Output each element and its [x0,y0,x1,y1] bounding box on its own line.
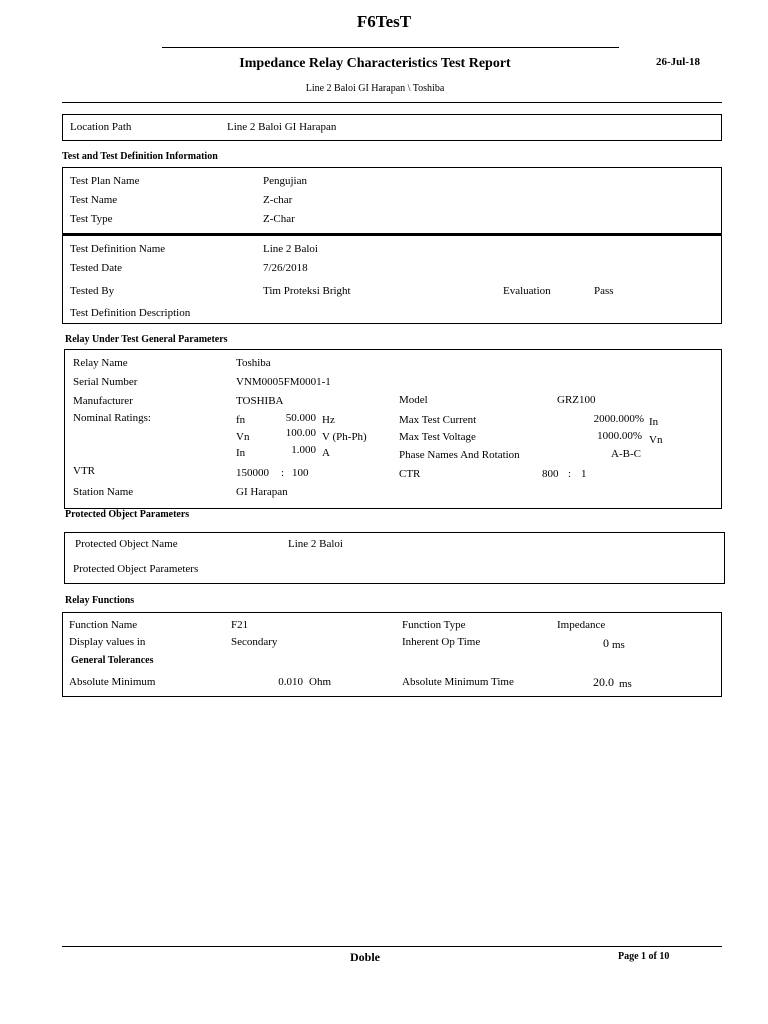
general-tolerances-title: General Tolerances [71,655,154,666]
test-plan-label: Test Plan Name [70,175,140,187]
inherent-op-time-unit: ms [612,639,625,651]
max-test-voltage-unit: Vn [649,434,663,446]
function-type-label: Function Type [402,619,466,631]
max-test-current-unit: In [649,416,659,428]
report-date: 26-Jul-18 [656,56,700,68]
relay-box [64,349,722,509]
test-name-label: Test Name [70,194,118,206]
test-def-description-label: Test Definition Description [70,307,191,319]
display-values-value: Secondary [231,636,278,648]
report-subtitle: Line 2 Baloi GI Harapan \ Toshiba [305,83,445,94]
fn-unit: Hz [322,414,335,426]
tested-by-value: Tim Proteksi Bright [263,285,351,297]
evaluation-value: Pass [594,285,614,297]
functions-section-title: Relay Functions [65,595,135,606]
station-name-value: GI Harapan [236,486,288,498]
protected-name-label: Protected Object Name [75,538,178,550]
test-info-section-title: Test and Test Definition Information [62,151,218,162]
station-name-label: Station Name [73,486,134,498]
test-type-value: Z-Char [263,213,295,225]
inherent-op-time-label: Inherent Op Time [402,636,481,648]
serial-number-value: VNM0005FM0001-1 [236,376,331,388]
footer-divider [62,946,722,947]
footer-page-number: Page 1 of 10 [618,951,670,962]
tested-by-label: Tested By [70,285,115,297]
in-label: In [236,447,246,459]
test-type-label: Test Type [70,213,113,225]
relay-name-label: Relay Name [73,357,128,369]
relay-section-title: Relay Under Test General Parameters [65,334,228,345]
function-name-value: F21 [231,619,249,631]
phase-rotation-value: A-B-C [611,448,641,460]
test-def-name-label: Test Definition Name [70,243,166,255]
test-plan-value: Pengujian [263,175,307,187]
test-name-value: Z-char [263,194,293,206]
location-label: Location Path [70,121,132,133]
ctr-secondary: 1 [581,468,587,480]
protected-section-title: Protected Object Parameters [65,509,190,520]
max-test-current-label: Max Test Current [399,414,477,426]
absolute-minimum-unit: Ohm [309,676,331,688]
absolute-minimum-time-unit: ms [619,678,632,690]
fn-label: fn [236,414,246,426]
absolute-minimum-time-label: Absolute Minimum Time [402,676,514,688]
ctr-separator: : [568,468,572,480]
max-test-voltage-label: Max Test Voltage [399,431,476,443]
test-def-name-value: Line 2 Baloi [263,243,318,255]
model-value: GRZ100 [557,394,596,406]
fn-value: 50.000 [285,412,316,424]
in-value: 1.000 [291,444,316,456]
evaluation-label: Evaluation [503,285,551,297]
in-unit: A [322,447,330,459]
ctr-label: CTR [399,468,421,480]
vtr-separator: : [281,467,285,479]
protected-name-value: Line 2 Baloi [288,538,343,550]
absolute-minimum-value: 0.010 [278,676,303,688]
tested-date-value: 7/26/2018 [263,262,308,274]
header-divider [162,47,619,48]
subtitle-divider [62,102,722,103]
footer-company: Doble [350,950,380,964]
absolute-minimum-label: Absolute Minimum [69,676,156,688]
vn-value: 100.00 [285,427,316,439]
inherent-op-time-value: 0 [603,636,609,650]
manufacturer-value: TOSHIBA [236,395,284,407]
nominal-ratings-label: Nominal Ratings: [73,412,151,424]
location-value: Line 2 Baloi GI Harapan [227,121,337,133]
tested-date-label: Tested Date [70,262,123,274]
manufacturer-label: Manufacturer [73,395,133,407]
location-box [62,114,722,141]
phase-rotation-label: Phase Names And Rotation [399,449,520,461]
protected-params-label: Protected Object Parameters [73,563,199,575]
vn-unit: V (Ph-Ph) [322,431,367,443]
app-title: F6TesT [356,12,412,31]
function-type-value: Impedance [557,619,606,631]
function-name-label: Function Name [69,619,138,631]
max-test-current-value: 2000.000% [593,413,644,425]
model-label: Model [399,394,428,406]
report-title: Impedance Relay Characteristics Test Report [239,56,511,71]
serial-number-label: Serial Number [73,376,138,388]
vn-label: Vn [236,431,250,443]
ctr-primary: 800 [542,468,559,480]
test-info-thick-divider [62,233,722,236]
absolute-minimum-time-value: 20.0 [593,675,614,689]
vtr-secondary: 100 [292,467,309,479]
display-values-label: Display values in [69,636,146,648]
vtr-label: VTR [73,465,95,477]
max-test-voltage-value: 1000.00% [597,430,642,442]
vtr-primary: 150000 [236,467,269,479]
relay-name-value: Toshiba [236,357,271,369]
